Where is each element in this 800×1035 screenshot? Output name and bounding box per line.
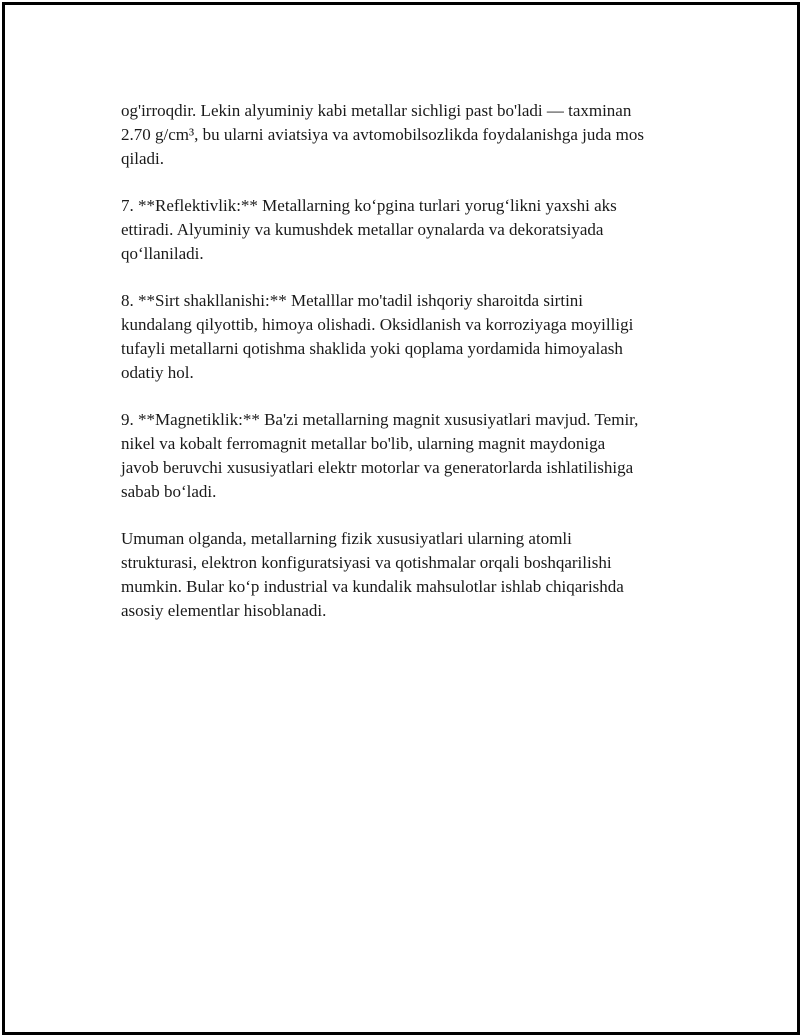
paragraph-magnetism: 9. **Magnetiklik:** Ba'zi metallarning magnit xususiyatlari mavjud. Temir, nikel va kobalt ferromagnit metallar bo'lib, ularning magnit maydoniga javob beruvchi xususiyatlari elektr motorlar va generatorlarda ishlatilishiga sabab bo‘ladi. (121, 410, 639, 501)
paragraph-surface-formation: 8. **Sirt shakllanishi:** Metalllar mo'tadil ishqoriy sharoitda sirtini kundalang qilyottib, himoya olishadi. Oksidlanish va korroziyaga moyilligi tufayli metallarni qotishma shaklida yoki qoplama yordamida himoyalash odatiy hol. (121, 291, 634, 382)
paragraph-reflectivity: 7. **Reflektivlik:** Metallarning ko‘pgina turlari yorug‘likni yaxshi aks ettiradi. Alyuminiy va kumushdek metallar oynalarda va dekoratsiyada qo‘llaniladi. (121, 196, 617, 263)
paragraph-density-continuation: og'irroqdir. Lekin alyuminiy kabi metallar sichligi past bo'ladi — taxminan 2.70 g/cm³, bu ularni aviatsiya va avtomobilsozlikda foydalanishga juda mos qiladi. (121, 101, 645, 168)
document-body (121, 99, 701, 646)
paragraph-conclusion: Umuman olganda, metallarning fizik xususiyatlari ularning atomli strukturasi, elektron konfiguratsiyasi va qotishmalar orqali boshqarilishi mumkin. Bular ko‘p industrial va kundalik mahsulotlar ishlab chiqarishda asosiy elementlar hisoblanadi. (121, 529, 624, 620)
document-page (2, 2, 800, 1035)
